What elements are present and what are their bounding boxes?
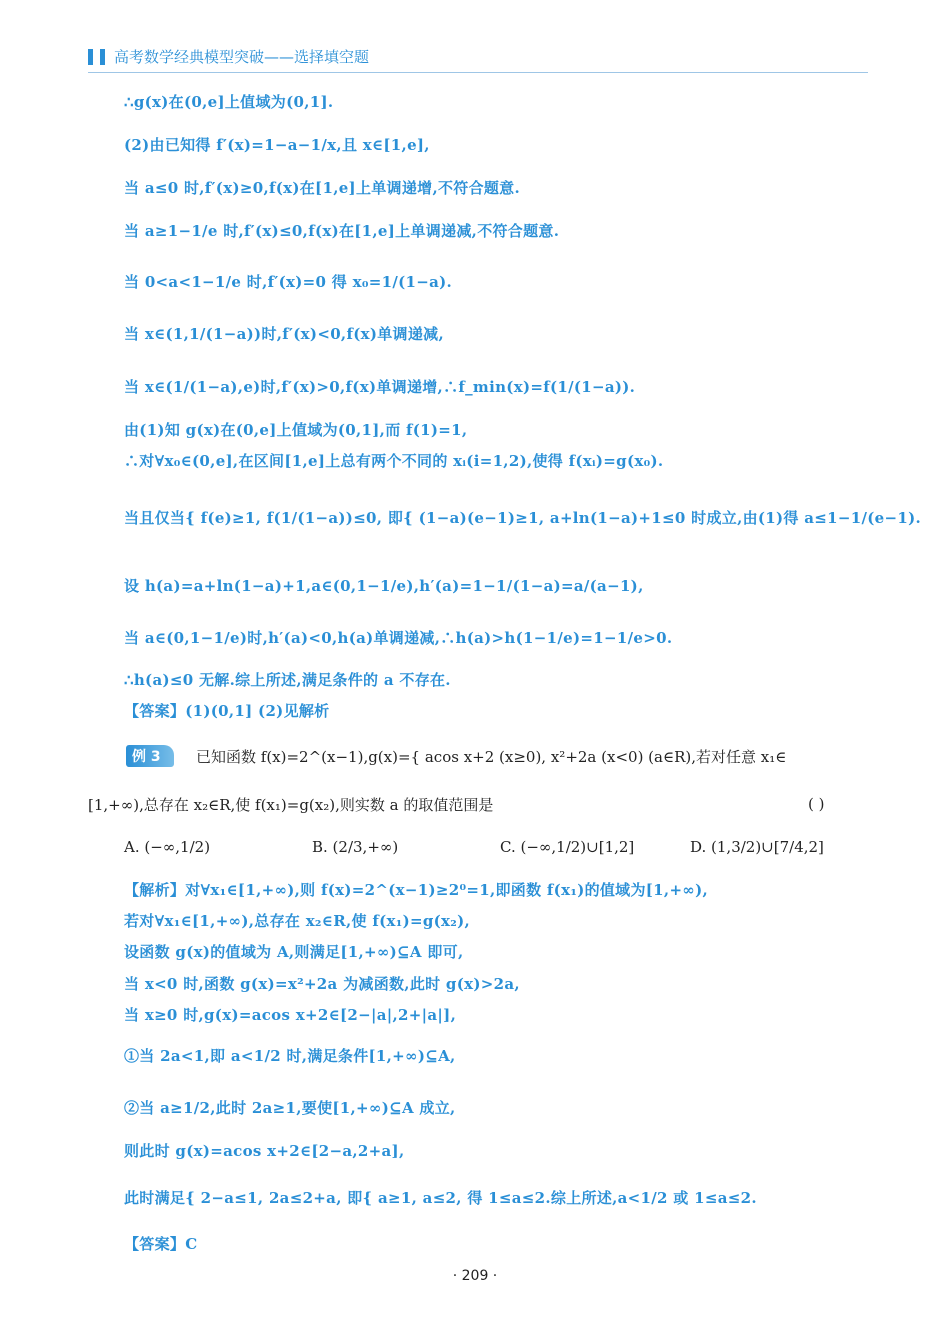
solution-line: 当 a≤0 时,f′(x)≥0,f(x)在[1,e]上单调递增,不符合题意. [124,179,520,197]
page-number: · 209 · [452,1268,498,1284]
solution-line: 若对∀x₁∈[1,+∞),总存在 x₂∈R,使 f(x₁)=g(x₂), [124,912,471,930]
choice-a: A. (−∞,1/2) [124,838,211,856]
example-badge [126,745,174,767]
solution-line: ∴h(a)≤0 无解.综上所述,满足条件的 a 不存在. [124,671,451,689]
solution-line: 则此时 g(x)=acos x+2∈[2−a,2+a], [124,1142,405,1160]
answer-line: 【答案】C [124,1235,198,1253]
solution-line: 此时满足{ 2−a≤1, 2a≤2+a, 即{ a≥1, a≤2, 得 1≤a≤2.综上所述,a<1/2 或 1≤a≤2. [124,1189,757,1207]
header-title: 高考数学经典模型突破——选择填空题 [114,48,370,66]
solution-line: 【解析】对∀x₁∈[1,+∞),则 f(x)=2^(x−1)≥2⁰=1,即函数 f(x₁)的值域为[1,+∞), [124,881,709,899]
solution-line: 由(1)知 g(x)在(0,e]上值域为(0,1],而 f(1)=1, [124,421,468,439]
solution-line: ∴g(x)在(0,e]上值域为(0,1]. [124,93,334,111]
solution-line: 当 a∈(0,1−1/e)时,h′(a)<0,h(a)单调递减,∴h(a)>h(1−1/e)=1−1/e>0. [124,629,673,647]
solution-line: 当 x<0 时,函数 g(x)=x²+2a 为减函数,此时 g(x)>2a, [124,975,520,993]
solution-line: 当 x∈(1,1/(1−a))时,f′(x)<0,f(x)单调递减, [124,325,444,343]
answer-line: 【答案】(1)(0,1] (2)见解析 [124,702,330,720]
solution-line: 当 a≥1−1/e 时,f′(x)≤0,f(x)在[1,e]上单调递减,不符合题意. [124,222,560,240]
choice-c: C. (−∞,1/2)∪[1,2] [500,838,635,856]
solution-line: 当 x≥0 时,g(x)=acos x+2∈[2−|a|,2+|a|], [124,1006,457,1024]
header-bar-icon [100,49,105,65]
example-statement: 已知函数 f(x)=2^(x−1),g(x)={ acos x+2 (x≥0), x²+2a (x<0) (a∈R),若对任意 x₁∈ [196,748,787,766]
solution-line: ②当 a≥1/2,此时 2a≥1,要使[1,+∞)⊆A 成立, [124,1099,456,1117]
choice-b: B. (2/3,+∞) [312,838,399,856]
example-badge-label: 例 3 [132,749,161,765]
solution-line: (2)由已知得 f′(x)=1−a−1/x,且 x∈[1,e], [124,136,430,154]
example-statement: [1,+∞),总存在 x₂∈R,使 f(x₁)=g(x₂),则实数 a 的取值范围是 [88,796,494,814]
solution-line: 当 0<a<1−1/e 时,f′(x)=0 得 x₀=1/(1−a). [124,273,453,291]
solution-line: 设函数 g(x)的值域为 A,则满足[1,+∞)⊆A 即可, [124,943,464,961]
answer-blank: ( ) [808,795,825,813]
choice-d: D. (1,3/2)∪[7/4,2] [690,838,824,856]
solution-line: 当 x∈(1/(1−a),e)时,f′(x)>0,f(x)单调递增,∴f_min(x)=f(1/(1−a)). [124,378,636,396]
solution-line: 设 h(a)=a+ln(1−a)+1,a∈(0,1−1/e),h′(a)=1−1/(1−a)=a/(a−1), [124,577,644,595]
solution-line: ①当 2a<1,即 a<1/2 时,满足条件[1,+∞)⊆A, [124,1047,456,1065]
solution-line: 当且仅当{ f(e)≥1, f(1/(1−a))≤0, 即{ (1−a)(e−1)≥1, a+ln(1−a)+1≤0 时成立,由(1)得 a≤1−1/(e−1). [124,509,922,527]
solution-line: ∴对∀x₀∈(0,e],在区间[1,e]上总有两个不同的 xᵢ(i=1,2),使得 f(xᵢ)=g(x₀). [124,452,664,470]
header-bar-icon [88,49,93,65]
page-header [88,46,868,73]
